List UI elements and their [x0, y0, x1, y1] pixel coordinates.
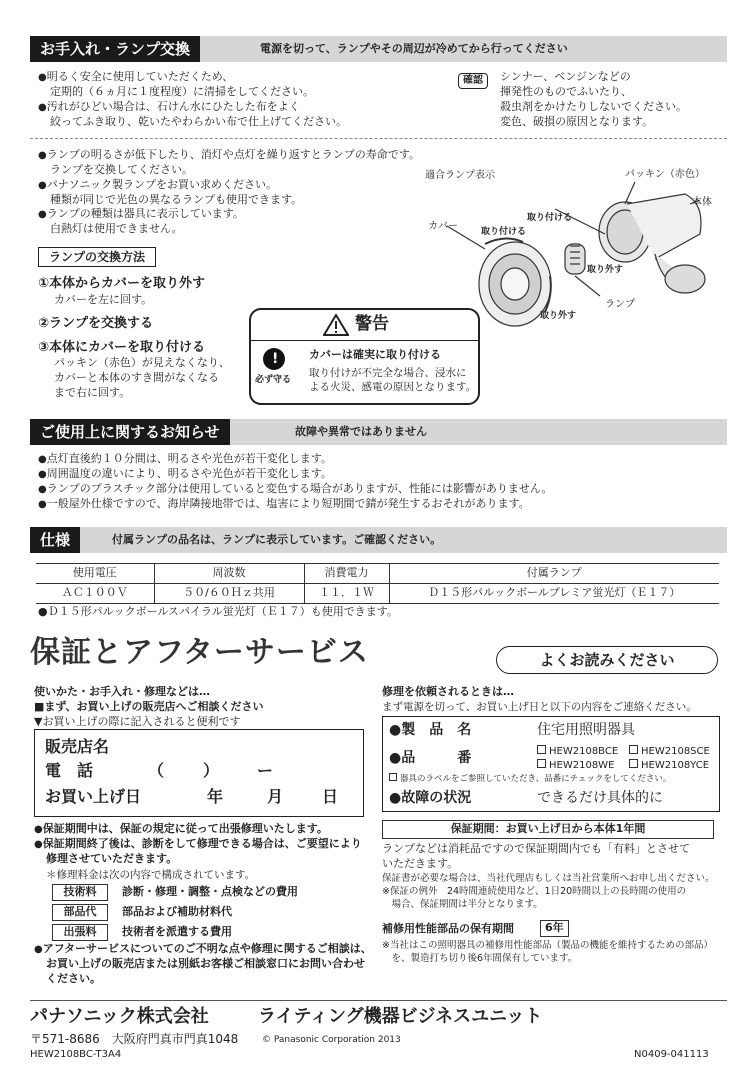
care-subtitle: 電源を切って、ランプやその周辺が冷めてから行ってください	[260, 42, 568, 55]
list-item: ● ランプの明るさが低下したり、消灯や点灯を繰り返すとランプの寿命です。 ランプを交換してください。	[38, 148, 478, 178]
period-list	[34, 822, 374, 867]
checkbox-icon	[629, 745, 638, 754]
step-title: ②ランプを交換する	[38, 316, 154, 332]
list-item: ● ランプのプラスチック部分は使用していると変色する場合がありますが、性能には影響がありません。	[38, 482, 728, 497]
model-checkbox: HEW2108WE	[537, 759, 614, 773]
spec-table: 使用電圧 周波数 消費電力 付属ランプ ＡＣ１００Ｖ ５０/６０Ｈｚ共用 １１．１Ｗ Ｄ１５形パルックボールプレミア蛍光灯（Ｅ１７）	[36, 563, 719, 604]
copyright: © Panasonic Corporation 2013	[262, 1035, 401, 1045]
spec-subtitle: 付属ランプの品名は、ランプに表示しています。ご確認ください。	[112, 533, 442, 546]
list-item: ● 一般屋外仕様ですので、海岸隣接地帯では、塩害により短期間で錆が発生するおそれがあります。	[38, 497, 728, 512]
steps: ①本体からカバーを取り外す カバーを左に回す。 ②ランプを交換する ③本体にカバーを取り付ける パッキン（赤色）が見えなくなり、 カバーと本体のすき間がなくなる まで右に回す。	[38, 275, 248, 401]
company-name: パナソニック株式会社	[30, 1006, 209, 1027]
step-title: ①本体からカバーを取り外す	[38, 276, 206, 291]
confirm-text: シンナー、ベンジンなどの 揮発性のものでふいたり、 殺虫剤をかけたりしないでください。 変色、破損の原因となります。	[500, 70, 687, 128]
label-remove: 取り外す	[540, 311, 577, 321]
care-header	[30, 36, 727, 62]
read-badge: よくお読みください	[496, 646, 718, 674]
notice-title: ご使用上に関するお知らせ	[30, 419, 230, 445]
doc-code: HEW2108BC-T3A4	[30, 1049, 122, 1060]
warranty-period-box: 保証期間：お買い上げ日から本体1年間	[382, 820, 714, 839]
model-label: ●品 番	[389, 750, 472, 766]
checkbox-icon	[537, 745, 546, 754]
care-left-list	[38, 70, 438, 129]
warning-heading: カバーは確実に取り付ける	[309, 348, 441, 361]
after-service-note: ● アフターサービスについてのご不明な点や修理に関するご相談は、 お買い上げの販売店または別紙お客様ご相談窓口にお問い合わせ ください。	[34, 942, 379, 987]
store-name-label: 販売店名	[45, 737, 110, 756]
product-label: ●製 品 名	[389, 722, 472, 738]
notice-header	[30, 419, 727, 445]
parts-period-label: 補修用性能部品の保有期間	[382, 922, 514, 935]
repair-info-box	[382, 716, 720, 812]
warranty-title: 保証とアフターサービス	[30, 635, 369, 670]
label-lamp-display: 適合ランプ表示	[425, 170, 495, 181]
parts-notes: ※当社はこの照明器具の補修用性能部品（製品の機能を維持するための部品） を、製造打ち切り後6年間保有しています。	[382, 940, 713, 964]
warning-title: 警告	[323, 314, 403, 336]
divider	[30, 138, 727, 139]
list-item: ● パナソニック製ランプをお買い求めください。 種類が同じで光色の異なるランプも使用できます。	[38, 178, 478, 208]
icon-label: 必ず守る	[255, 375, 292, 385]
method-title: ランプの交換方法	[38, 247, 156, 267]
label-body: 本体	[692, 197, 712, 208]
label-cover: カバー	[428, 221, 458, 232]
warranty-small-notes: 保証書が必要な場合は、当社代理店もしくは当社営業所へお申し出ください。 ※保証の例外 24時間連続使用など、1日20時間以上の長時間の使用の 場合、保証期間は半分となります。	[382, 873, 715, 910]
notice-list	[38, 452, 728, 511]
model-checkbox: HEW2108YCE	[629, 759, 709, 773]
phone-label: 電 話	[45, 761, 94, 780]
list-item: ● 保証期間終了後は、診断をして修理できる場合は、ご要望により 修理させていただきます。	[34, 837, 374, 867]
warranty-right-head: 修理を依頼されるときは… まず電源を切って、お買い上げ日と以下の内容をご連絡ください。	[382, 685, 697, 713]
label-attach: 取り付ける	[527, 213, 573, 223]
business-unit: ライティング機器ビジネスユニット	[258, 1006, 543, 1027]
spec-title: 仕様	[30, 527, 80, 553]
list-item: ● 明るく安全に使用していただくため、 定期的（６ヵ月に１度程度）に清掃をしてください。	[38, 70, 438, 100]
failure-value: できるだけ具体的に	[537, 790, 663, 806]
doc-number: N0409-041113	[634, 1049, 709, 1060]
label-lamp: ランプ	[605, 299, 635, 310]
label-check-note: 器具のラベルをご参照していただき、品番にチェックをしてください。	[389, 773, 671, 785]
product-value: 住宅用照明器具	[537, 722, 635, 738]
lamp-diagram	[395, 164, 730, 329]
fee-row: 部品代 部品および補助材料代	[52, 904, 352, 924]
fee-row: 出張料 技術者を派遣する費用	[52, 924, 352, 944]
care-title: お手入れ・ランプ交換	[30, 36, 200, 62]
list-item: ● 汚れがひどい場合は、石けん水にひたした布をよく 絞ってふき取り、乾いたやわらかい布で仕上げてください。	[38, 100, 438, 130]
fee-row: 技術料 診断・修理・調整・点検などの費用	[52, 884, 352, 904]
list-item: ● 点灯直後約１０分間は、明るさや光色が若干変化します。	[38, 452, 728, 467]
checkbox-icon	[629, 759, 638, 768]
model-checkbox: HEW2108BCE	[537, 745, 618, 759]
store-box: 販売店名 電 話 （ ） ー お買い上げ日 年 月 日	[34, 729, 364, 817]
confirm-badge: 確認	[458, 73, 488, 89]
checkbox-icon	[537, 759, 546, 768]
list-item: ● 周囲温度の違いにより、明るさや光色が若干変化します。	[38, 467, 728, 482]
warranty-left-head: 使いかた・お手入れ・修理などは… ■まず、お買い上げの販売店へご相談ください ▼お買い上げの際に記入されると便利です	[34, 685, 264, 728]
spec-header	[30, 527, 727, 553]
model-checkbox: HEW2108SCE	[629, 745, 710, 759]
parts-period-value: 6年	[540, 920, 569, 937]
warning-triangle-icon	[323, 314, 349, 336]
label-packing: パッキン（赤色）	[625, 169, 705, 180]
footer-divider	[30, 1000, 727, 1001]
mandatory-icon: !	[263, 348, 285, 370]
label-attach: 取り付ける	[481, 227, 527, 237]
fee-table	[52, 884, 352, 944]
checkbox-checked-icon	[389, 773, 397, 781]
label-remove: 取り外す	[587, 265, 624, 275]
warning-text: 取り付けが不完全な場合、浸水に よる火災、感電の原因となります。	[309, 367, 477, 394]
failure-label: ●故障の状況	[389, 790, 472, 806]
spec-note: ●Ｄ１５形パルックボールスパイラル蛍光灯（Ｅ１７）も使用できます。	[38, 605, 398, 618]
step-title: ③本体にカバーを取り付ける	[38, 339, 206, 355]
purchase-date-label: お買い上げ日	[45, 787, 142, 806]
list-item: ● ランプの種類は器具に表示しています。 白熱灯は使用できません。	[38, 207, 478, 237]
consumable-note: ランプなどは消耗品ですので保証期間内でも「有料」とさせて いただきます。	[382, 842, 690, 870]
fee-note: ＊修理料金は次の内容で構成されています。	[46, 869, 256, 881]
notice-subtitle: 故障や異常ではありません	[295, 425, 427, 438]
company-address: 〒571-8686 大阪府門真市門真1048	[30, 1032, 239, 1046]
list-item: ● 保証期間中は、保証の規定に従って出張修理いたします。	[34, 822, 374, 837]
